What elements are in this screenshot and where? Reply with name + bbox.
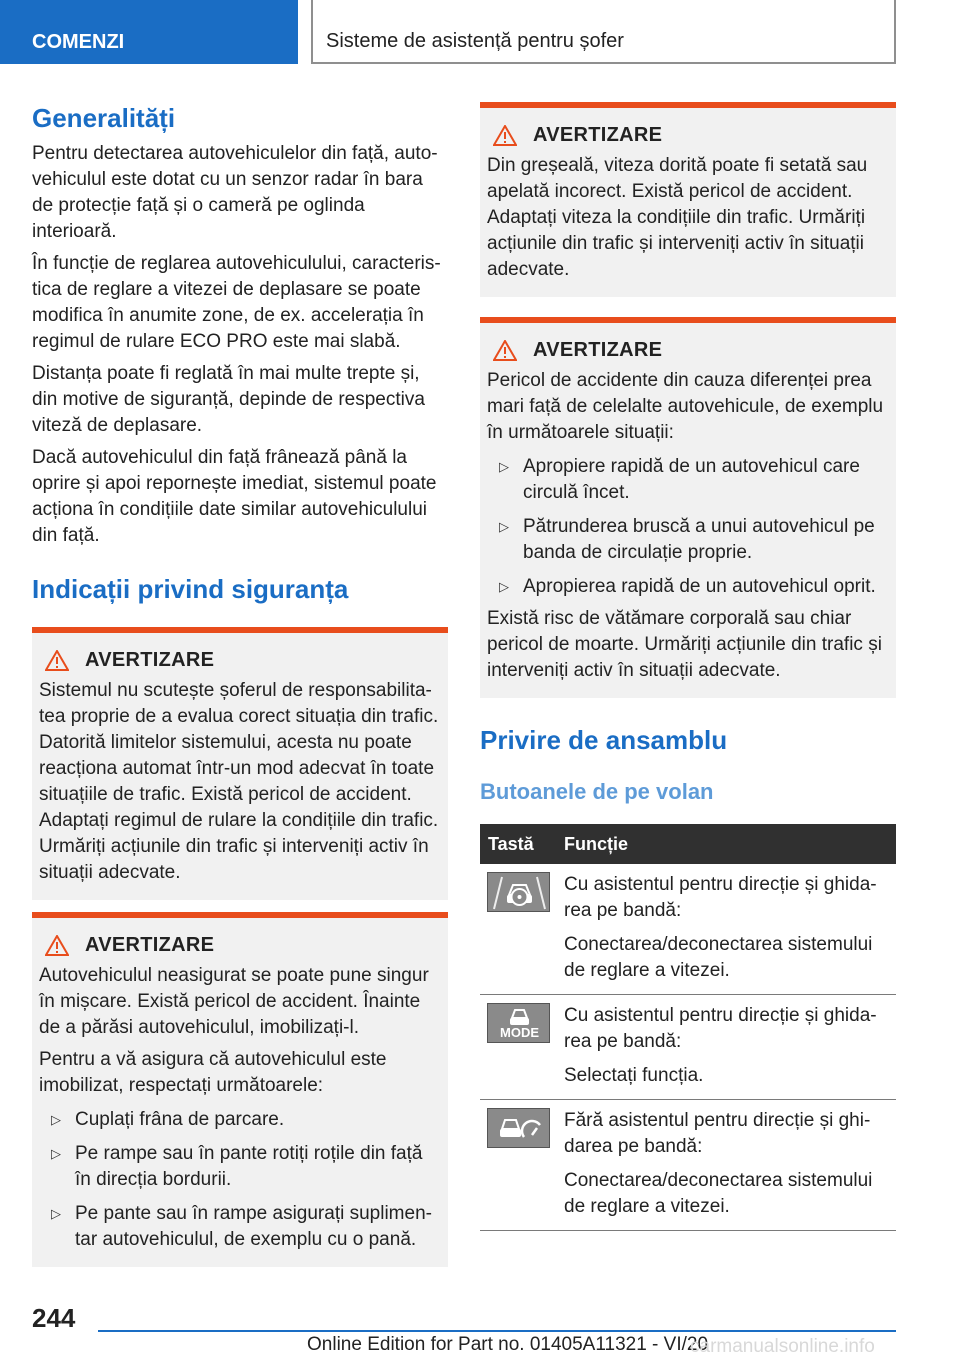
paragraph: Distanța poate fi reglată în mai multe trepte și, din motive de siguranță, depinde de respectiva viteză de deplasare. — [32, 363, 425, 436]
table-row — [480, 864, 896, 995]
column-header: Funcție — [556, 824, 896, 864]
warning-title: AVERTIZARE — [85, 649, 215, 671]
heading-generalitati: Generalități — [32, 103, 176, 133]
page-number: 244 — [32, 1303, 76, 1333]
warning-box — [32, 912, 448, 1267]
list-item: ▷ Pe rampe sau în pante rotiți roțile din față în direcția bordurii. — [51, 1143, 423, 1190]
warning-text: Sistemul nu scutește șoferul de responsabilitatea proprie de a evalua corect situația din trafic. Datorită limitelor sistemului, acesta nu poate reacționa automat într-un mod adecvat în toate situațiile de trafic. Există pericol de accident. Adaptați regimul de rulare la condițiile din trafic. Urmăriți acțiunile din trafic și interveniți activ în situații adecvate. — [39, 680, 439, 883]
footer-divider — [98, 1330, 896, 1332]
function-text: Cu asistentul pentru direcție și ghidarea pe bandă: — [564, 1005, 877, 1052]
warning-text: Pentru a vă asigura că autovehiculul este imobilizat, respectați următoarele: — [39, 1049, 387, 1096]
triangle-bullet-icon: ▷ — [499, 519, 509, 534]
watermark: carmanualsonline.info — [690, 1336, 875, 1357]
triangle-bullet-icon: ▷ — [51, 1146, 61, 1161]
triangle-bullet-icon: ▷ — [499, 459, 509, 474]
warning-title: AVERTIZARE — [533, 339, 663, 361]
triangle-bullet-icon: ▷ — [51, 1112, 61, 1127]
footer-edition: Online Edition for Part no. 01405A11321 - VI/20 — [307, 1334, 709, 1355]
warning-text: Din greșeală, viteza dorită poate fi setată sau apelată incorect. Există pericol de accident. Adaptați viteza la condițiile din trafic. Urmăriți acțiunile din trafic și interveniți activ în situații adecvate. — [487, 155, 868, 280]
warning-title: AVERTIZARE — [533, 124, 663, 146]
list-item: ▷ Pătrunderea bruscă a unui autovehicul pe banda de circulație proprie. — [499, 516, 875, 563]
section-tab — [0, 0, 298, 64]
heading-safety: Indicații privind siguranța — [32, 574, 349, 604]
bullet-list — [487, 454, 888, 600]
function-text: Selectați funcția. — [564, 1065, 704, 1086]
warning-title: AVERTIZARE — [85, 934, 215, 956]
warning-box — [32, 627, 448, 900]
section-title: COMENZI — [32, 31, 125, 53]
paragraph: Dacă autovehiculul din față frânează până la oprire și apoi repornește imediat, sistemul poate acționa în condițiile date similar autovehiculului din față. — [32, 447, 437, 546]
function-text: Conectarea/deconectarea sistemului de reglare a vitezei. — [564, 1170, 873, 1217]
mode-label: MODE — [500, 1025, 539, 1040]
column-header: Tastă — [480, 824, 556, 864]
warning-text: Pericol de accidente din cauza diferenței prea mari față de celelalte autovehicule, de exemplu în următoarele situații: — [487, 370, 884, 443]
right-column — [480, 102, 896, 1231]
paragraph: În funcție de reglarea autovehiculului, caracteristica de reglare a vitezei de deplasare se poate modifica în anumite zone, de ex. accelerația în regimul de rulare ECO PRO este mai slabă. — [32, 253, 441, 352]
warning-box — [480, 102, 896, 297]
heading-overview: Privire de ansamblu — [480, 725, 728, 755]
table-row — [480, 995, 896, 1100]
function-text: Cu asistentul pentru direcție și ghidarea pe bandă: — [564, 874, 877, 921]
warning-triangle-icon — [45, 935, 69, 956]
list-item: ▷ Pe pante sau în rampe asigurați suplimentar autovehiculul, de exemplu cu o pană. — [51, 1203, 432, 1250]
chapter-title: Sisteme de asistență pentru șofer — [326, 30, 624, 52]
mode-button-icon — [487, 1003, 550, 1043]
warning-text: Există risc de vătămare corporală sau chiar pericol de moarte. Urmăriți acțiunile din trafic și interveniți activ în situații adecvate. — [487, 608, 882, 681]
table-header-row — [480, 824, 896, 864]
steering-assist-lane-icon — [487, 872, 550, 912]
list-item: ▷ Apropierea rapidă de un autovehicul oprit. — [487, 574, 888, 600]
warning-triangle-icon — [493, 340, 517, 361]
triangle-bullet-icon: ▷ — [51, 1206, 61, 1221]
warning-box — [480, 317, 896, 698]
list-item: ▷ Apropiere rapidă de un autovehicul care circulă încet. — [499, 456, 860, 503]
warning-triangle-icon — [45, 650, 69, 671]
left-column — [32, 102, 448, 1267]
triangle-bullet-icon: ▷ — [499, 579, 509, 594]
subheading-steering-buttons: Butoanele de pe volan — [480, 779, 714, 804]
warning-triangle-icon — [493, 125, 517, 146]
cruise-control-icon — [487, 1108, 550, 1148]
function-text: Conectarea/deconectarea sistemului de reglare a vitezei. — [564, 934, 873, 981]
function-text: Fără asistentul pentru direcție și ghidarea pe bandă: — [564, 1110, 871, 1157]
bullet-list — [39, 1107, 440, 1253]
buttons-table — [480, 824, 896, 1231]
paragraph: Pentru detectarea autovehiculelor din față, autovehiculul este dotat cu un senzor radar în bara de protecție față și o cameră pe oglinda interioară. — [32, 143, 438, 242]
table-row — [480, 1100, 896, 1231]
chapter-header — [311, 0, 896, 64]
list-item: ▷ Cuplați frâna de parcare. — [39, 1107, 440, 1133]
warning-text: Autovehiculul neasigurat se poate pune singur în mișcare. Există pericol de accident. Înainte de a părăsi autovehiculul, imobilizați-l. — [39, 965, 429, 1038]
